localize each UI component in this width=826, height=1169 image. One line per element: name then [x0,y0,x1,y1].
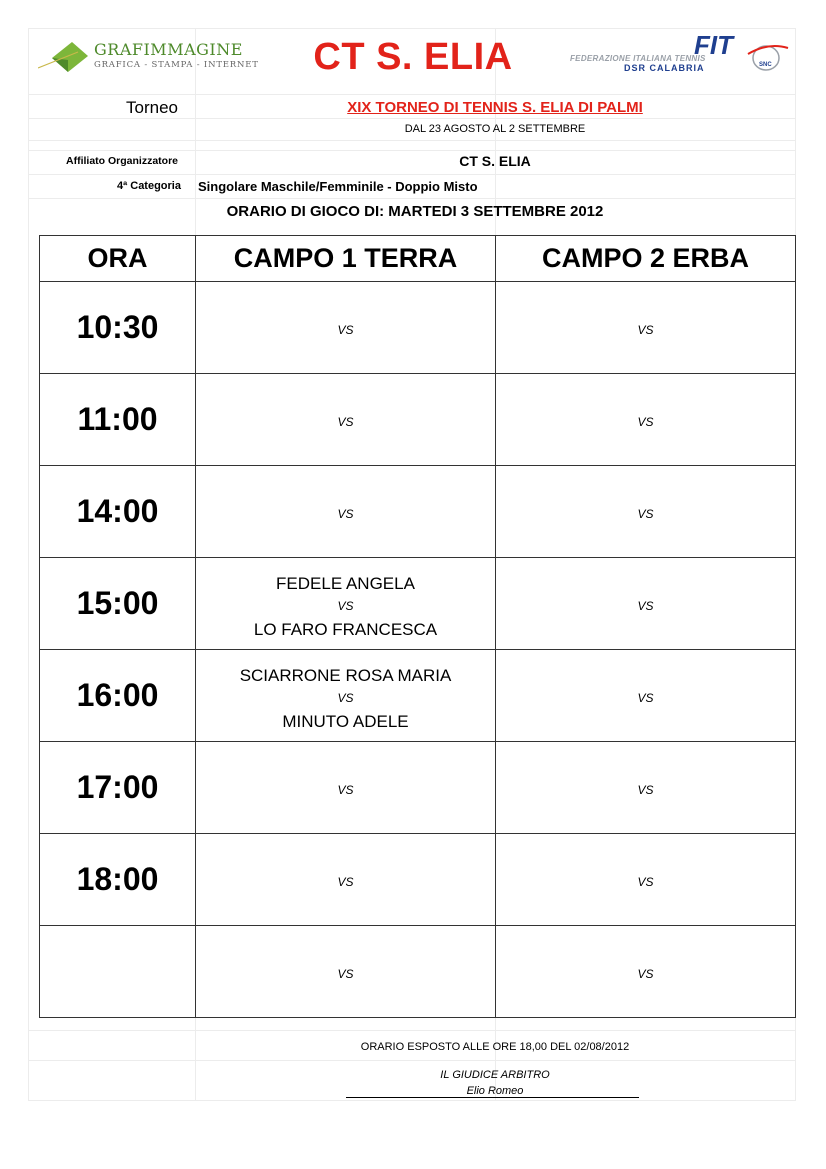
organizer: CT S. ELIA [459,153,531,169]
vs-label: VS [337,967,354,981]
court1-match [196,742,496,834]
leaf-icon [38,38,94,78]
court2-match [496,466,796,558]
vs-label: VS [337,599,354,613]
federation-region: DSR CALABRIA [624,63,705,73]
vs-label: VS [637,691,654,705]
affiliate-label: Affiliato Organizzatore [66,155,179,167]
time-cell: 10:30 [40,282,196,374]
vs-label: VS [637,415,654,429]
vs-label: VS [337,783,354,797]
court2-match [496,282,796,374]
tournament-dates: DAL 23 AGOSTO AL 2 SETTEMBRE [404,123,586,135]
vs-label: VS [637,875,654,889]
table-row [40,558,796,650]
federation-short: FIT [694,30,733,60]
court2-match [496,834,796,926]
category-value: Singolare Maschile/Femminile - Doppio Misto [198,179,478,194]
federation-badge: SNC [759,62,772,68]
table-row [40,926,796,1018]
tournament-name: XIX TORNEO DI TENNIS S. ELIA DI PALMI [347,99,643,116]
player-1: FEDELE ANGELA [276,574,415,593]
federation-full: FEDERAZIONE ITALIANA TENNIS [570,54,706,63]
vs-label: VS [637,967,654,981]
sponsor-name: GRAFIMMAGINE [94,40,243,59]
sponsor-logo [38,38,268,78]
vs-label: VS [337,323,354,337]
category-label: 4ª Categoria [117,180,181,192]
court1-match [196,374,496,466]
club-title: CT S. ELIA [313,36,513,78]
time-cell: 17:00 [40,742,196,834]
sponsor-tagline: GRAFICA - STAMPA - INTERNET [94,60,259,70]
player-1: SCIARRONE ROSA MARIA [239,666,452,685]
court1-match [196,282,496,374]
federation-logo [566,30,792,76]
judge-title: IL GIUDICE ARBITRO [440,1069,550,1081]
schedule-date: ORARIO DI GIOCO DI: MARTEDI 3 SETTEMBRE 2012 [226,203,604,220]
court1-match [196,834,496,926]
time-cell: 11:00 [40,374,196,466]
vs-label: VS [637,599,654,613]
court1-match [196,650,496,742]
court2-match [496,558,796,650]
header-ora: ORA [40,236,196,282]
time-cell: 14:00 [40,466,196,558]
vs-label: VS [337,691,354,705]
torneo-label: Torneo [126,98,178,117]
schedule-body [40,282,796,1018]
court1-match [196,926,496,1018]
vs-label: VS [637,783,654,797]
vs-label: VS [337,875,354,889]
court1-match [196,558,496,650]
court2-match [496,374,796,466]
time-cell: 15:00 [40,558,196,650]
court1-match [196,466,496,558]
time-cell [40,926,196,1018]
time-cell: 18:00 [40,834,196,926]
posted-notice: ORARIO ESPOSTO ALLE ORE 18,00 DEL 02/08/2012 [360,1041,630,1053]
vs-label: VS [637,323,654,337]
table-row [40,466,796,558]
schedule-table [39,235,796,1018]
player-2: LO FARO FRANCESCA [253,620,438,639]
court2-match [496,742,796,834]
header-campo-1: CAMPO 1 TERRA [196,236,496,282]
vs-label: VS [637,507,654,521]
table-header-row [40,236,796,282]
time-cell: 16:00 [40,650,196,742]
table-row [40,650,796,742]
header-campo-2: CAMPO 2 ERBA [496,236,796,282]
vs-label: VS [337,415,354,429]
court2-match [496,926,796,1018]
table-row [40,834,796,926]
tennis-swoosh-icon [746,34,790,74]
vs-label: VS [337,507,354,521]
judge-name: Elio Romeo [466,1085,524,1097]
player-2: MINUTO ADELE [282,712,409,731]
court2-match [496,650,796,742]
table-row [40,374,796,466]
table-row [40,282,796,374]
table-row [40,742,796,834]
signature-line [346,1097,639,1098]
